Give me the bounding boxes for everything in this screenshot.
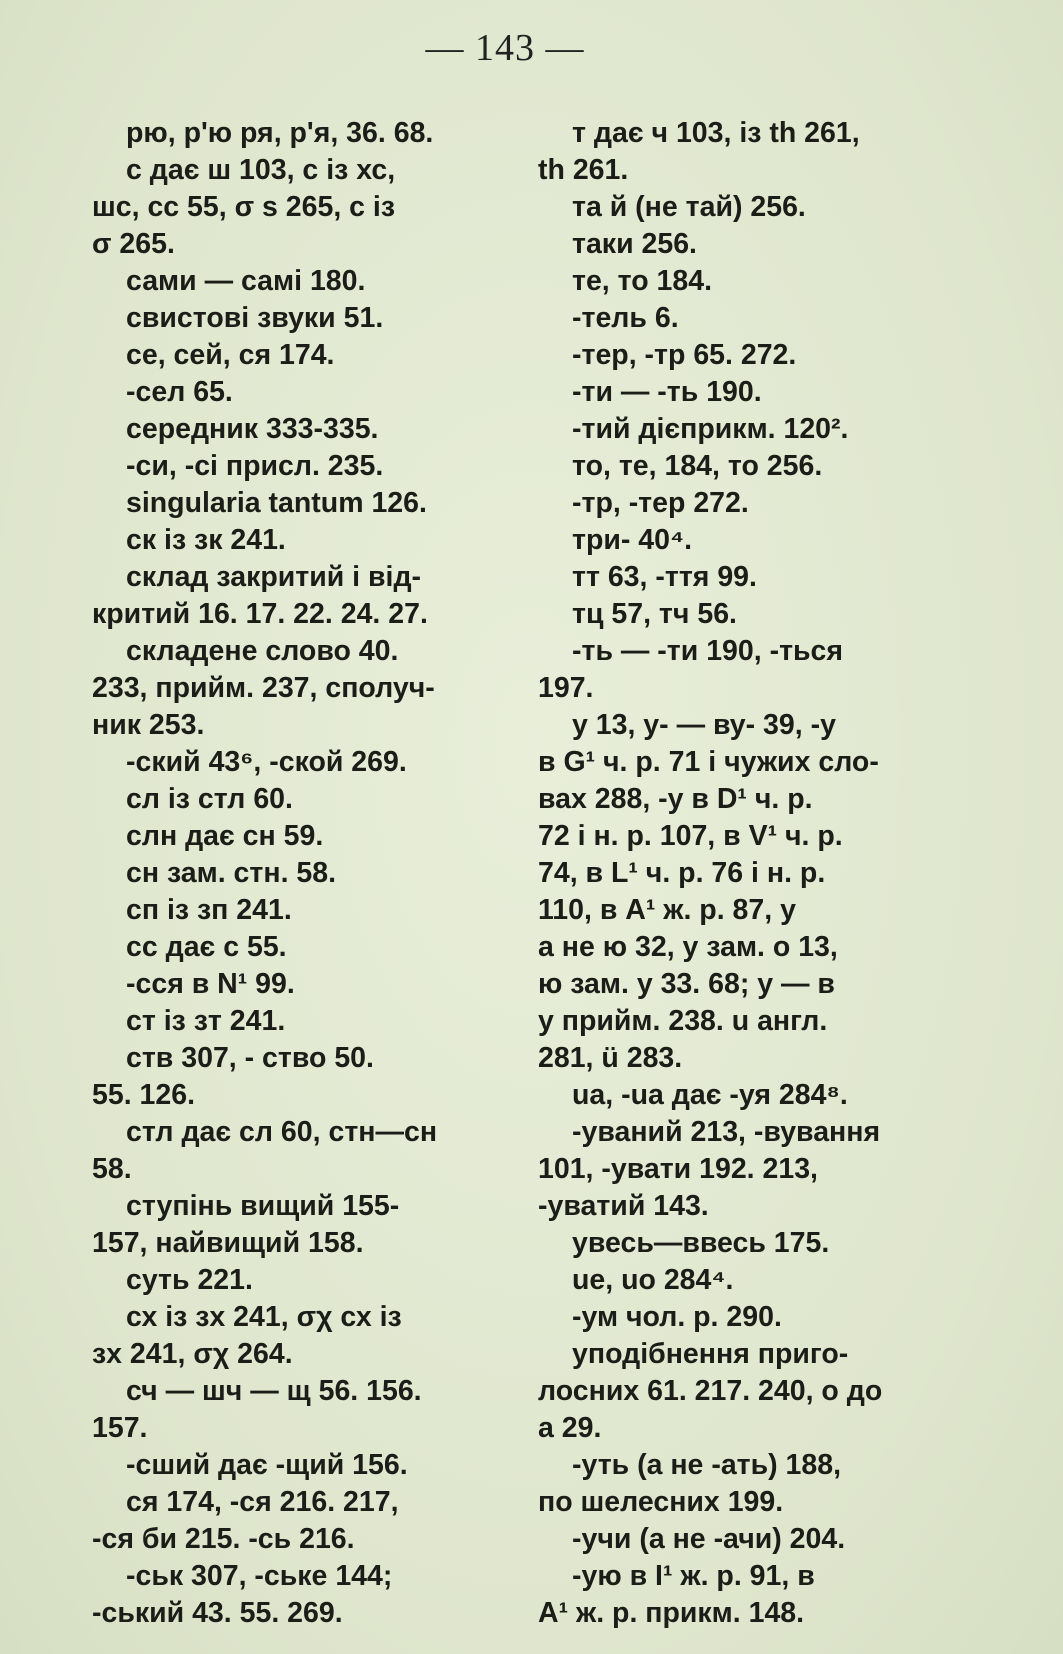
index-line: тц 57, тч 56. <box>572 598 737 630</box>
index-line: ступінь вищий 155- <box>126 1190 400 1222</box>
index-line: -ть — -ти 190, -ться <box>572 635 844 667</box>
index-line: ua, -ua дає -уя 284⁸. <box>572 1079 848 1111</box>
index-line: -ти — -ть 190. <box>572 376 762 408</box>
index-line: у 13, у- — ву- 39, -у <box>572 709 836 741</box>
index-line: 58. <box>92 1153 132 1185</box>
index-line: зх 241, σχ 264. <box>92 1338 293 1370</box>
index-line: по шелесних 199. <box>538 1486 784 1518</box>
index-line: середник 333-335. <box>126 413 379 445</box>
index-line: -уваний 213, -вування <box>572 1116 881 1148</box>
index-line: складене слово 40. <box>126 635 399 667</box>
index-line: 101, -увати 192. 213, <box>538 1153 818 1185</box>
index-line: с дає ш 103, с із хс, <box>126 154 396 186</box>
index-line: 72 і н. р. 107, в V¹ ч. р. <box>538 820 843 852</box>
index-line: увесь—ввесь 175. <box>572 1227 830 1259</box>
index-line: 157. <box>92 1412 148 1444</box>
index-line: -ськ 307, -ське 144; <box>126 1560 393 1592</box>
index-line: -тель 6. <box>572 302 679 334</box>
index-line: -уватий 143. <box>538 1190 709 1222</box>
index-line: 55. 126. <box>92 1079 196 1111</box>
index-line: A¹ ж. р. прикм. 148. <box>538 1597 805 1629</box>
index-line: те, то 184. <box>572 265 713 297</box>
index-line: вах 288, -у в D¹ ч. р. <box>538 783 813 815</box>
index-line: 197. <box>538 672 594 704</box>
index-line: уподібнення приго- <box>572 1338 849 1370</box>
index-line: тт 63, -ття 99. <box>572 561 757 593</box>
index-line: сн зам. стн. 58. <box>126 857 337 889</box>
index-line: ю зам. у 33. 68; у — в <box>538 968 835 1000</box>
index-line: свистові звуки 51. <box>126 302 384 334</box>
index-line: ник 253. <box>92 709 205 741</box>
index-line: рю, р'ю ря, р'я, 36. 68. <box>126 117 434 149</box>
index-line: ue, uo 284⁴. <box>572 1264 734 1296</box>
index-line: склад закритий і від- <box>126 561 422 593</box>
index-line: а 29. <box>538 1412 602 1444</box>
index-line: сами — самі 180. <box>126 265 366 297</box>
index-line: ся 174, -ся 216. 217, <box>126 1486 399 1518</box>
index-column-right <box>538 115 923 1632</box>
index-line: -си, -сі присл. 235. <box>126 450 384 482</box>
index-line: -сел 65. <box>126 376 233 408</box>
index-line: таки 256. <box>572 228 697 260</box>
index-line: ст із зт 241. <box>126 1005 286 1037</box>
index-line: -сший дає -щий 156. <box>126 1449 408 1481</box>
index-line: то, те, 184, то 256. <box>572 450 823 482</box>
index-line: σ 265. <box>92 228 175 260</box>
index-line: сс дає с 55. <box>126 931 287 963</box>
index-line: 157, найвищий 158. <box>92 1227 364 1259</box>
index-line: сл із стл 60. <box>126 783 293 815</box>
index-line: суть 221. <box>126 1264 253 1296</box>
index-line: ск із зк 241. <box>126 524 286 556</box>
index-line: -тр, -тер 272. <box>572 487 749 519</box>
index-line: в G¹ ч. р. 71 і чужих сло- <box>538 746 879 778</box>
index-line: шс, сс 55, σ s 265, с із <box>92 191 396 223</box>
index-line: -ський 43. 55. 269. <box>92 1597 343 1629</box>
index-line: а не ю 32, у зам. о 13, <box>538 931 838 963</box>
page-number: — 143 — <box>425 27 585 69</box>
index-line: -тий дієприкм. 120². <box>572 413 849 445</box>
index-line: та й (не тай) 256. <box>572 191 806 223</box>
index-line: три- 40⁴. <box>572 524 693 556</box>
index-line: 233, прийм. 237, сполуч- <box>92 672 435 704</box>
index-line: лосних 61. 217. 240, о до <box>538 1375 883 1407</box>
index-line: ств 307, - ство 50. <box>126 1042 374 1074</box>
index-line: сх із зх 241, σχ сх із <box>126 1301 402 1333</box>
index-column-left <box>92 115 477 1632</box>
index-line: сч — шч — щ 56. 156. <box>126 1375 422 1407</box>
index-line: т дає ч 103, із th 261, <box>572 117 860 149</box>
index-line: -ую в I¹ ж. р. 91, в <box>572 1560 815 1592</box>
index-line: сп із зп 241. <box>126 894 292 926</box>
index-line: -ся би 215. -сь 216. <box>92 1523 355 1555</box>
index-line: 74, в L¹ ч. р. 76 і н. р. <box>538 857 826 889</box>
index-line: се, сей, ся 174. <box>126 339 335 371</box>
index-line: singularia tantum 126. <box>126 487 427 519</box>
index-line: 110, в A¹ ж. р. 87, у <box>538 894 796 926</box>
index-line: критий 16. 17. 22. 24. 27. <box>92 598 428 630</box>
index-line: -сся в N¹ 99. <box>126 968 295 1000</box>
index-line: -тер, -тр 65. 272. <box>572 339 797 371</box>
index-line: слн дає сн 59. <box>126 820 324 852</box>
index-line: -ум чол. р. 290. <box>572 1301 782 1333</box>
index-line: у прийм. 238. u англ. <box>538 1005 828 1037</box>
index-line: 281, ü 283. <box>538 1042 683 1074</box>
index-line: -уть (а не -ать) 188, <box>572 1449 842 1481</box>
index-line: -ский 43⁶, -ской 269. <box>126 746 407 778</box>
index-line: стл дає сл 60, стн—сн <box>126 1116 438 1148</box>
index-line: th 261. <box>538 154 629 186</box>
index-line: -учи (а не -ачи) 204. <box>572 1523 846 1555</box>
